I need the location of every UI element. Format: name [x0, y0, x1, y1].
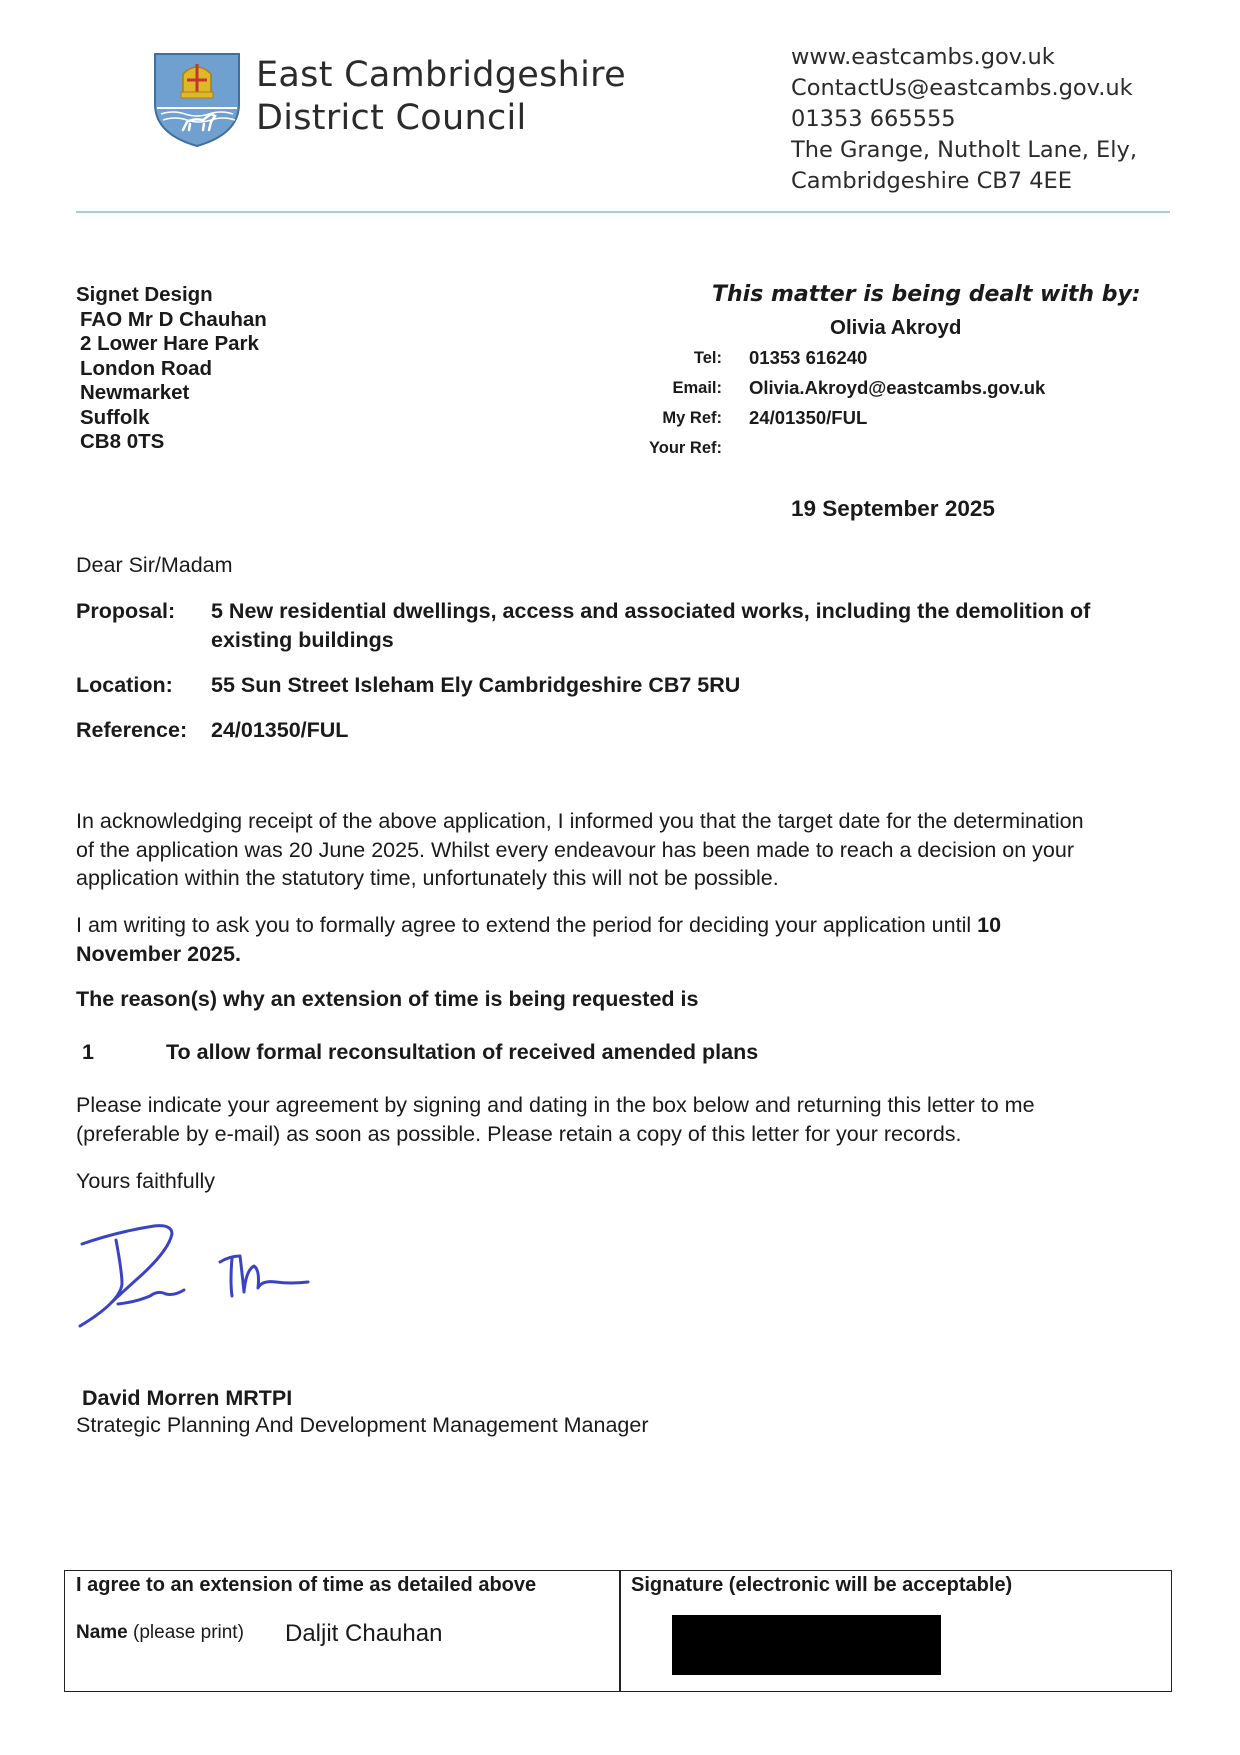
email-label: Email:: [672, 379, 722, 397]
paragraph-acknowledgement: [76, 807, 1084, 893]
council-name-line2: District Council: [256, 98, 527, 138]
tel-value: 01353 616240: [749, 347, 868, 368]
agreement-box-divider: [619, 1570, 621, 1692]
extension-date-rest: November 2025.: [76, 941, 241, 966]
your-ref-label: Your Ref:: [648, 439, 722, 457]
redacted-signature: [672, 1615, 941, 1675]
recipient-line: London Road: [80, 356, 213, 380]
paragraph-line: In acknowledging receipt of the above application, I informed you that the target date for the determination: [76, 809, 1084, 833]
handler-email-link[interactable]: Olivia.Akroyd@eastcambs.gov.uk: [749, 377, 1046, 398]
paragraph-line: Please indicate your agreement by signing and dating in the box below and returning this letter to me: [76, 1093, 1035, 1117]
header-divider: [76, 211, 1170, 213]
paragraph-instructions: [76, 1091, 1035, 1148]
reasons-heading: The reason(s) why an extension of time is being requested is: [76, 987, 699, 1011]
recipient-address: [76, 283, 267, 455]
signatory-name: David Morren MRTPI: [82, 1386, 293, 1410]
tel-label: Tel:: [693, 349, 722, 367]
council-email-link[interactable]: ContactUs@eastcambs.gov.uk: [791, 75, 1133, 101]
council-address-line2: Cambridgeshire CB7 4EE: [791, 168, 1072, 194]
council-address-line1: The Grange, Nutholt Lane, Ely,: [791, 137, 1137, 163]
paragraph-line: application within the statutory time, unfortunately this will not be possible.: [76, 866, 779, 890]
agreement-name-row: [76, 1622, 244, 1644]
letter-date: 19 September 2025: [791, 496, 995, 521]
paragraph-line: (preferable by e-mail) as soon as possible. Please retain a copy of this letter for your records.: [76, 1121, 962, 1146]
council-name-line1: East Cambridgeshire: [256, 55, 626, 95]
paragraph-extension-request: [76, 911, 1001, 968]
my-ref-label: My Ref:: [662, 409, 722, 427]
paragraph-line: of the application was 20 June 2025. Whilst every endeavour has been made to reach a decision on your: [76, 837, 1074, 862]
proposal-label: Proposal:: [76, 599, 176, 623]
council-name: [256, 54, 626, 140]
council-crest-logo: [153, 52, 241, 148]
recipient-line: Suffolk: [80, 405, 150, 429]
proposal-line: 5 New residential dwellings, access and associated works, including the demolition of: [211, 599, 1091, 623]
name-hint: (please print): [133, 1622, 244, 1643]
handwritten-signature: [76, 1222, 316, 1332]
signature-heading: Signature (electronic will be acceptable): [631, 1574, 1013, 1596]
agreement-heading: I agree to an extension of time as detailed above: [76, 1574, 537, 1596]
my-ref-value: 24/01350/FUL: [749, 407, 868, 428]
handler-name: Olivia Akroyd: [830, 316, 962, 339]
salutation: Dear Sir/Madam: [76, 553, 233, 577]
reason-number: 1: [82, 1040, 94, 1064]
extension-date-day: 10: [977, 913, 1002, 937]
paragraph-line: I am writing to ask you to formally agree to extend the period for deciding your application until: [76, 913, 978, 937]
recipient-line: Signet Design: [76, 283, 213, 306]
proposal-line: existing buildings: [211, 627, 394, 652]
recipient-line: CB8 0TS: [80, 430, 165, 453]
reason-text: To allow formal reconsultation of received amended plans: [166, 1040, 759, 1064]
closing: Yours faithfully: [76, 1169, 216, 1193]
proposal-text: [211, 597, 1090, 654]
reference-label: Reference:: [76, 718, 188, 742]
recipient-line: Newmarket: [80, 381, 190, 404]
recipient-line: 2 Lower Hare Park: [80, 332, 259, 355]
name-label: Name: [76, 1622, 128, 1643]
handler-title: This matter is being dealt with by:: [712, 282, 1141, 307]
agreement-name-value[interactable]: Daljit Chauhan: [285, 1620, 443, 1647]
reference-value: 24/01350/FUL: [211, 718, 349, 742]
location-label: Location:: [76, 673, 173, 697]
council-phone: 01353 665555: [791, 106, 956, 132]
signatory-title: Strategic Planning And Development Management Manager: [76, 1413, 649, 1437]
council-contact-block: [791, 42, 1137, 197]
location-value: 55 Sun Street Isleham Ely Cambridgeshire CB7 5RU: [211, 673, 741, 697]
council-website-link[interactable]: www.eastcambs.gov.uk: [791, 44, 1055, 70]
recipient-line: FAO Mr D Chauhan: [80, 307, 267, 331]
